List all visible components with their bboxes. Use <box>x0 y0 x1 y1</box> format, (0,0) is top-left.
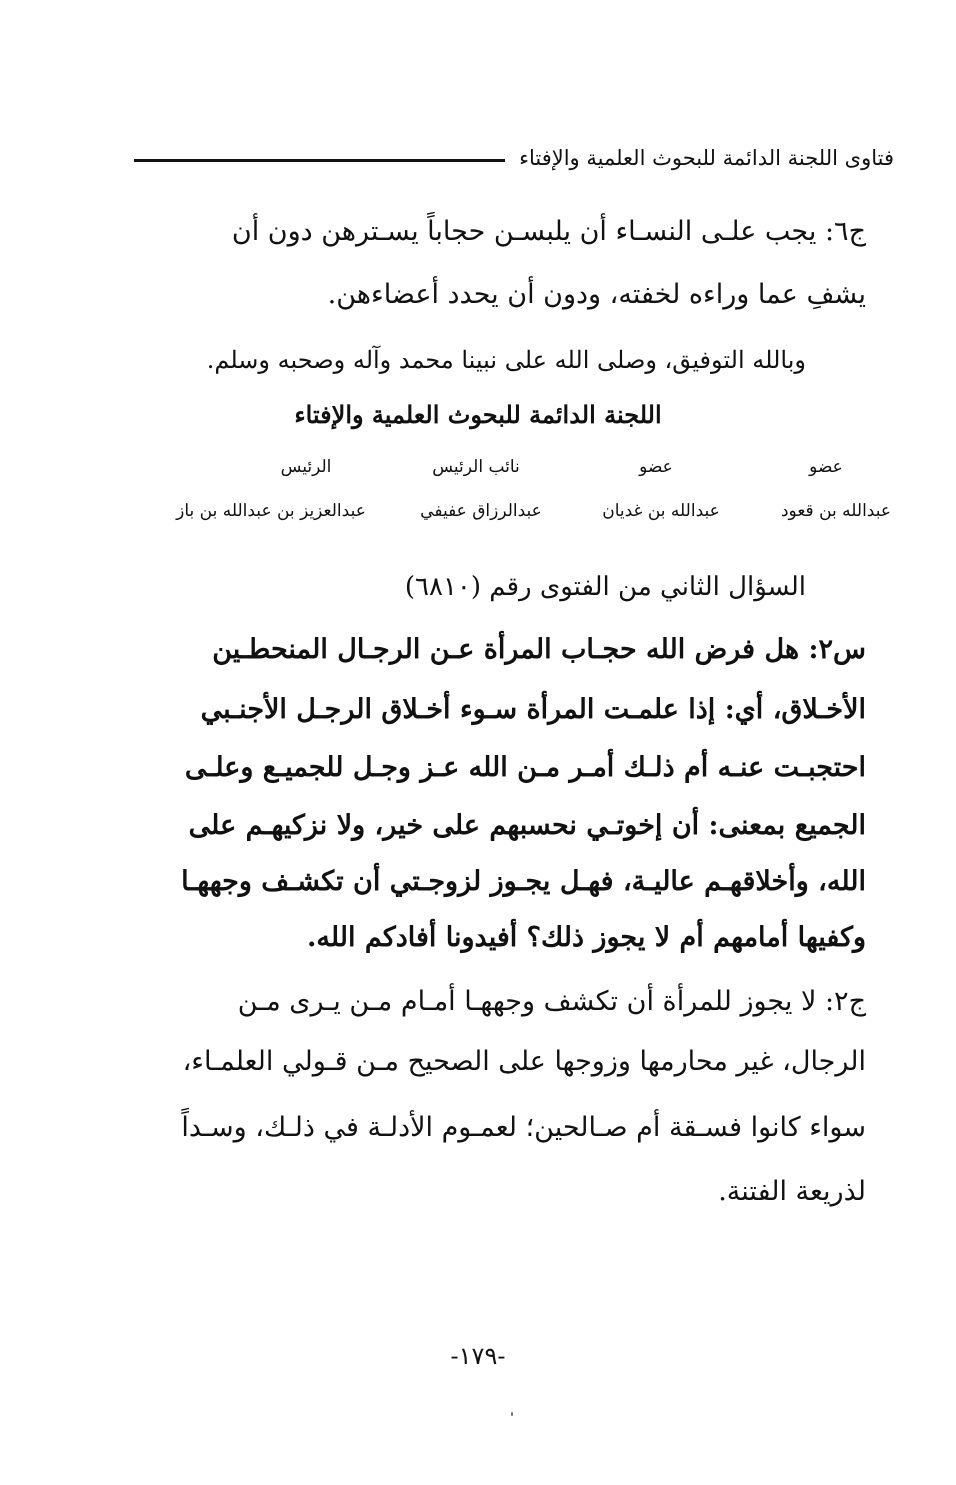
question-heading: السؤال الثاني من الفتوى رقم (٦٨١٠) <box>404 572 806 602</box>
question2-line-5: الله، وأخلاقهـم عاليـة، فهـل يجـوز لزوجـتي أن تكشـف وجههـا <box>181 866 866 897</box>
answer6-line-2: يشفِ عما وراءه لخفته، ودون أن يحدد أعضاءهن. <box>327 279 866 310</box>
closing-prayer: وبالله التوفيق، وصلى الله على نبينا محمد وآله وصحبه وسلم. <box>206 346 806 374</box>
member-1-role: عضو <box>809 457 843 477</box>
committee-name: اللجنة الدائمة للبحوث العلمية والإفتاء <box>294 400 662 429</box>
member-3-name: عبدالرزاق عفيفي <box>420 501 542 521</box>
question2-line-3: احتجبـت عنـه أم ذلـك أمـر مـن الله عـز وجـل للجميـع وعلـى <box>184 752 866 783</box>
scan-speck <box>511 1412 513 1416</box>
answer2-line-4: لذريعة الفتنة. <box>718 1176 866 1207</box>
answer2-line-3: سواء كانوا فسـقة أم صـالحين؛ لعمـوم الأدلـة في ذلـك، وسـداً <box>181 1112 866 1143</box>
header-rule <box>134 159 505 162</box>
member-3-role: نائب الرئيس <box>432 457 520 477</box>
question2-line-6: وكفيها أمامهم أم لا يجوز ذلك؟ أفيدونا أفادكم الله. <box>306 922 866 953</box>
answer2-line-2: الرجال، غير محارمها وزوجها على الصحيح مـن قـولي العلمـاء، <box>182 1046 866 1077</box>
question2-line-4: الجميع بمعنى: أن إخوتـي نحسبهم على خير، ولا نزكيهـم على <box>188 810 866 841</box>
member-2-name: عبدالله بن غديان <box>602 501 720 521</box>
page-number: -١٧٩- <box>450 1342 506 1370</box>
signatory-names <box>150 496 891 526</box>
answer2-line-1: ج٢: لا يجوز للمرأة أن تكشف وجههـا أمـام مـن يـرى مـن <box>237 986 866 1017</box>
question2-line-2: الأخـلاق، أي: إذا علمـت المرأة سـوء أخـلاق الرجـل الأجنـبي <box>200 694 866 725</box>
member-2-role: عضو <box>639 457 673 477</box>
running-header <box>134 138 894 178</box>
question2-line-1: س٢: هل فرض الله حجـاب المرأة عـن الرجـال المنحطـين <box>212 634 866 665</box>
answer6-line-1: ج٦: يجب علـى النسـاء أن يلبسـن حجاباً يسـترهن دون أن <box>231 216 866 247</box>
member-4-name: عبدالعزيز بن عبدالله بن باز <box>176 501 366 521</box>
header-title: فتاوى اللجنة الدائمة للبحوث العلمية والإفتاء <box>519 146 894 170</box>
member-4-role: الرئيس <box>280 457 332 477</box>
member-1-name: عبدالله بن قعود <box>780 501 891 521</box>
signatory-roles <box>150 452 866 482</box>
